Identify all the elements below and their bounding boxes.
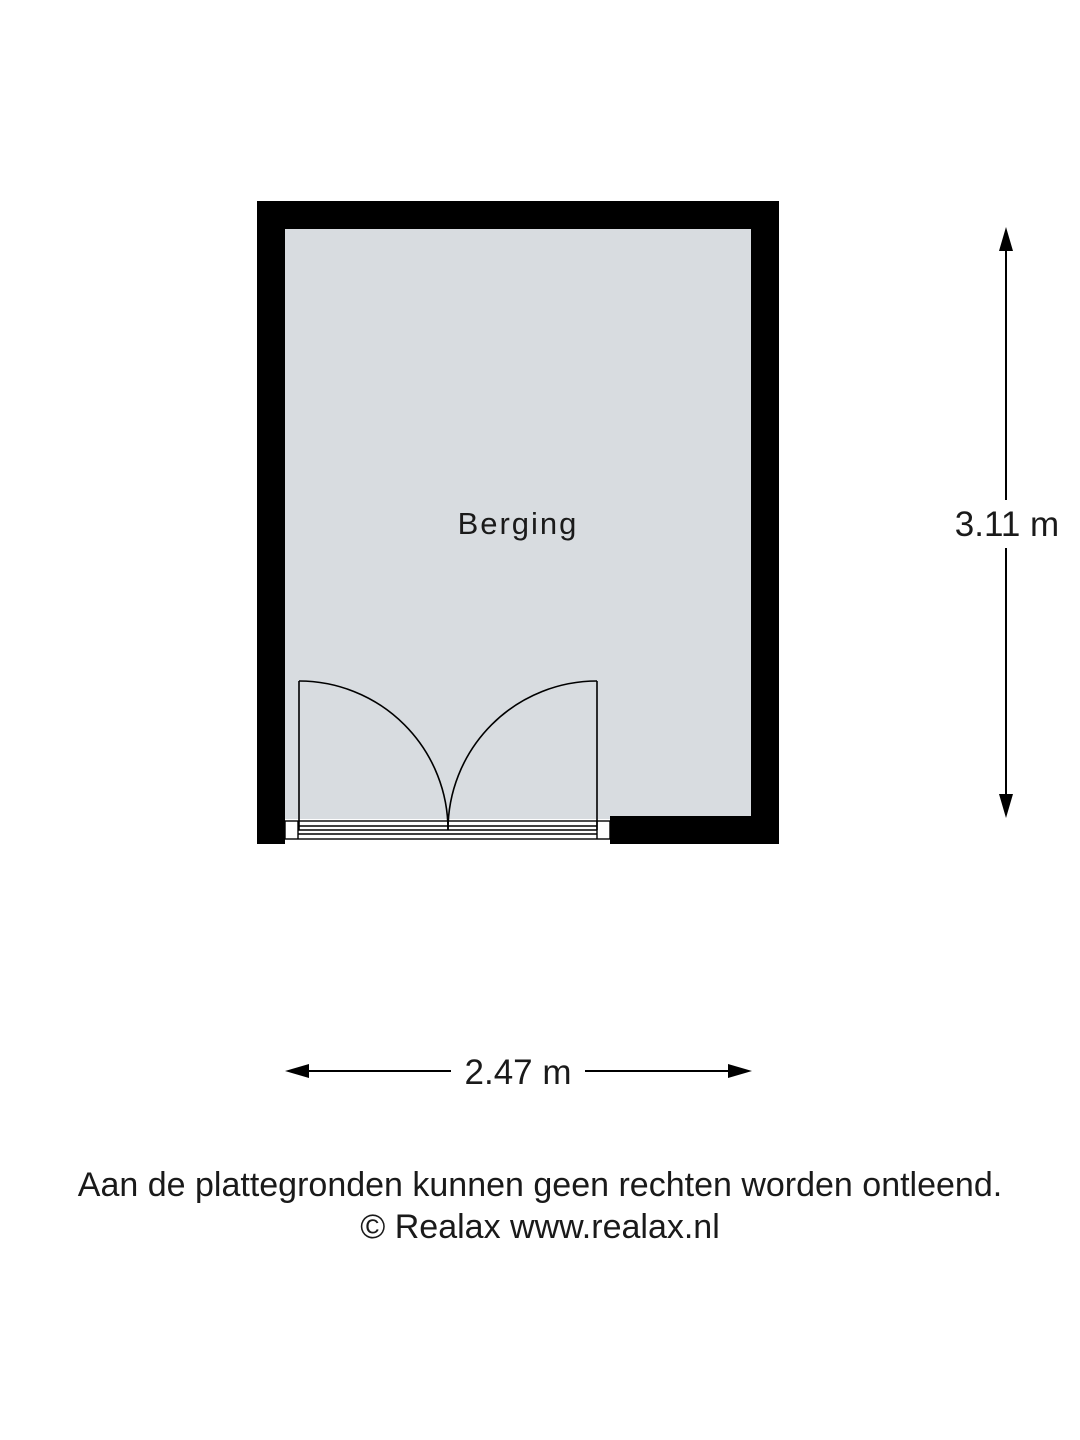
copyright-text: © Realax www.realax.nl (360, 1208, 720, 1246)
height-label: 3.11 m (954, 505, 1060, 544)
height-dimension (955, 227, 1059, 818)
room-label: Berging (457, 506, 579, 541)
disclaimer-text: Aan de plattegronden kunnen geen rechten worden ontleend. (77, 1166, 1003, 1204)
wall-right (751, 201, 779, 844)
width-label: 2.47 m (464, 1053, 572, 1092)
width-dimension (285, 1053, 752, 1092)
arrow-up-icon (999, 227, 1013, 251)
wall-left (257, 201, 285, 844)
arrow-right-icon (728, 1064, 752, 1078)
arrow-left-icon (285, 1064, 309, 1078)
wall-bottom-right (610, 816, 779, 844)
arrow-down-icon (999, 794, 1013, 818)
wall-top (257, 201, 779, 229)
